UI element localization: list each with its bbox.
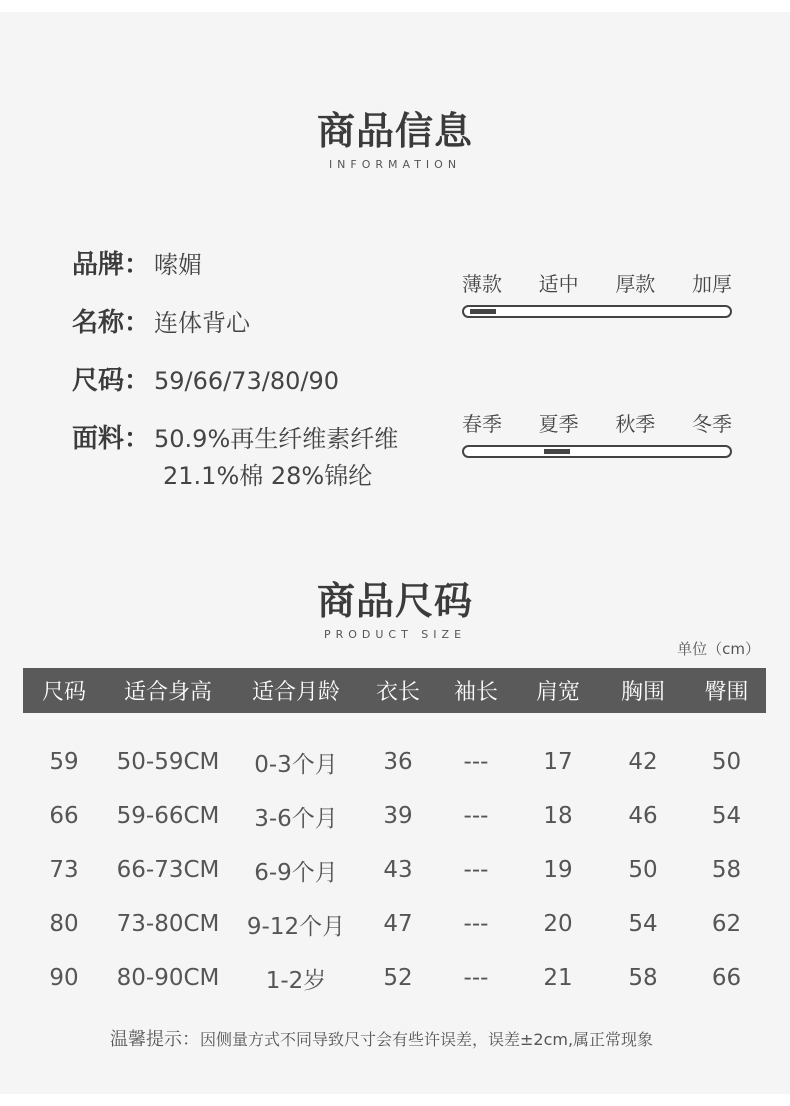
name-value: 连体背心	[154, 309, 251, 337]
table-cell: 73	[49, 857, 79, 883]
fabric-row	[72, 418, 398, 455]
size-value: 59/66/73/80/90	[154, 367, 340, 395]
table-cell: ---	[463, 803, 489, 829]
table-cell: 80-90CM	[116, 965, 220, 991]
table-cell: 47	[383, 911, 413, 937]
info-section-title: 商品信息	[316, 109, 473, 153]
table-cell: 58	[711, 857, 742, 883]
size-table-header	[23, 668, 766, 713]
table-cell: 54	[628, 911, 658, 937]
table-cell: 19	[543, 857, 573, 883]
season-option: 秋季	[615, 412, 656, 436]
table-cell: 36	[383, 749, 413, 775]
thickness-scale	[462, 268, 732, 318]
size-section-subtitle: PRODUCT SIZE	[323, 628, 467, 641]
season-option: 冬季	[691, 412, 732, 436]
table-cell: 50	[711, 749, 742, 775]
unit-label: 单位（cm）	[677, 640, 760, 658]
table-cell: 80	[49, 911, 79, 937]
table-cell: 1-2岁	[265, 967, 327, 994]
table-row	[23, 843, 766, 897]
table-row	[23, 897, 766, 951]
table-cell: 39	[383, 803, 413, 829]
table-cell: 59	[49, 749, 79, 775]
brand-value: 嗦媚	[154, 251, 203, 279]
thickness-track	[462, 305, 732, 318]
thickness-option: 适中	[538, 272, 579, 296]
thickness-option: 厚款	[615, 272, 656, 296]
brand-row	[72, 244, 202, 281]
season-track	[462, 445, 732, 458]
size-table	[23, 668, 766, 1005]
table-row	[23, 789, 766, 843]
table-cell: 52	[383, 965, 413, 991]
note-text: 因侧量方式不同导致尺寸会有些许误差，误差±2cm,属正常现象	[200, 1030, 654, 1049]
table-cell: 3-6个月	[254, 805, 338, 832]
table-cell: 6-9个月	[254, 859, 338, 886]
header-cell: 肩宽	[517, 668, 599, 713]
thickness-option: 薄款	[462, 272, 502, 296]
header-cell: 适合月龄	[231, 668, 361, 713]
table-cell: 50	[628, 857, 658, 883]
table-row	[23, 713, 766, 789]
header-cell: 衣长	[361, 668, 435, 713]
table-cell: 42	[628, 749, 658, 775]
table-cell: 73-80CM	[116, 911, 220, 937]
table-cell: 58	[628, 965, 658, 991]
fabric-value-line2: 21.1%棉 28%锦纶	[163, 462, 373, 490]
header-cell: 适合身高	[105, 668, 231, 713]
header-cell: 臀围	[687, 668, 766, 713]
table-cell: 9-12个月	[246, 913, 346, 940]
fabric-value-line1: 50.9%再生纤维素纤维	[154, 425, 399, 453]
table-cell: 54	[711, 803, 742, 829]
season-marker	[544, 449, 570, 454]
table-cell: 66-73CM	[116, 857, 220, 883]
info-section-subtitle: INFORMATION	[328, 158, 462, 171]
table-cell: 62	[711, 911, 742, 937]
header-cell: 胸围	[599, 668, 687, 713]
season-option: 春季	[462, 412, 502, 436]
size-label: 尺码：	[72, 366, 151, 396]
size-note	[110, 1025, 653, 1051]
header-cell: 尺码	[23, 668, 105, 713]
fabric-label: 面料：	[72, 424, 151, 454]
table-cell: ---	[463, 749, 489, 775]
table-cell: 21	[543, 965, 573, 991]
size-section-title: 商品尺码	[316, 579, 473, 623]
note-prefix: 温馨提示：	[110, 1029, 200, 1050]
table-cell: 66	[49, 803, 79, 829]
thickness-marker	[470, 309, 496, 314]
header-cell: 袖长	[435, 668, 517, 713]
table-cell: 59-66CM	[116, 803, 220, 829]
table-cell: 43	[383, 857, 413, 883]
name-label: 名称：	[72, 308, 151, 338]
table-cell: 46	[628, 803, 658, 829]
table-cell: ---	[463, 911, 489, 937]
name-row	[72, 302, 250, 339]
thickness-option: 加厚	[691, 272, 732, 296]
table-cell: 90	[49, 965, 79, 991]
table-cell: ---	[463, 857, 489, 883]
table-cell: 50-59CM	[116, 749, 220, 775]
season-scale	[462, 408, 732, 458]
brand-label: 品牌：	[72, 250, 151, 280]
table-cell: 66	[711, 965, 742, 991]
table-row	[23, 951, 766, 1005]
table-cell: 20	[543, 911, 573, 937]
season-option: 夏季	[538, 412, 579, 436]
table-cell: 0-3个月	[254, 751, 338, 778]
size-row	[72, 360, 339, 397]
table-cell: 17	[543, 749, 573, 775]
table-cell: 18	[543, 803, 573, 829]
table-cell: ---	[463, 965, 489, 991]
